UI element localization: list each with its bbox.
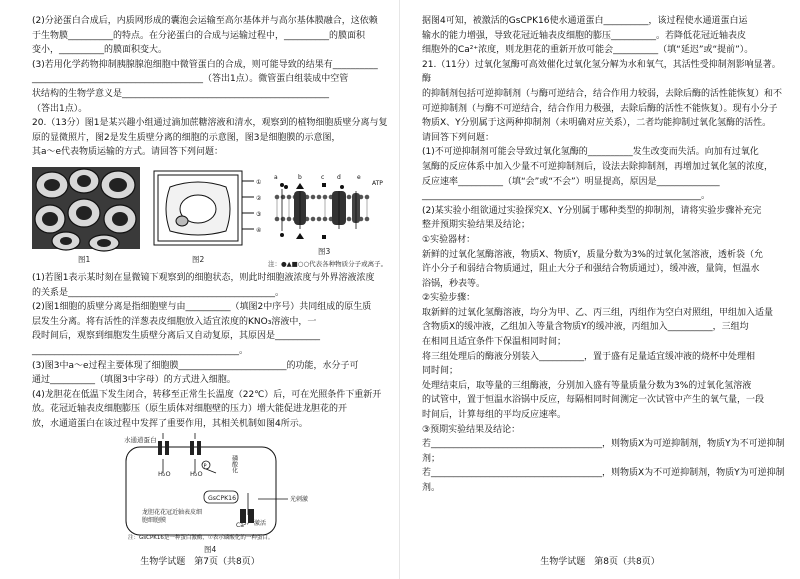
fig4-note: 注：GsCPK16是一种蛋白激酶，☉表示磷酸化的一种蛋白。 (128, 535, 274, 542)
text-line: (3)图3中a～e过程主要体现了细胞膜________________________的功能，水分子可 (32, 360, 359, 371)
figure-3-membrane (274, 174, 383, 239)
text-line: (2)分泌蛋白合成后，内质网形成的囊泡会运输至高尔基体并与高尔基体膜融合，这依赖 (32, 16, 378, 26)
fig4-h2o-2: H₂O (190, 470, 203, 479)
text-line: （答出1点）。 (32, 103, 88, 114)
text-line: 若______________________________________，则物质X为可逆抑制剂，物质Y为不可逆抑制剂； (422, 439, 785, 464)
fig4-ca: Ca²⁺ (236, 522, 250, 530)
fig4-activate: 激活 (254, 520, 267, 528)
text-line: 氢酶的反应体系中加入少量不可逆抑制剂后，设法去除抑制剂，再增加过氧化氢的浓度， (422, 161, 774, 172)
page-8-content (422, 14, 786, 496)
fig4-caption: 图4 (204, 545, 217, 555)
text-line: 物质X、Y分别属于这两种抑制剂（未明确对应关系），二者均能抑制过氧化氢酶的活性。 (422, 118, 772, 129)
text-line: 取新鲜的过氧化氢酶溶液，均分为甲、乙、丙三组，丙组作为空白对照组，甲组加入适量 (422, 307, 774, 318)
page-8-footer: 生物学试题 第8页（共8页） (540, 557, 660, 567)
text-line: 可逆抑制剂（与酶不可逆结合，结合作用力极强，去除后酶的活性不能恢复）。现有小分子 (422, 103, 778, 114)
figure-1-micrograph (32, 167, 140, 251)
text-line: (1)不可逆抑制剂可能会导致过氧化氢酶的__________发生改变而失活。向加有过氧化 (422, 147, 759, 158)
text-line: 其a～e代表物质运输的方式。请回答下列问题： (32, 147, 224, 158)
svg-text:P: P (203, 463, 207, 470)
text-line: 含物质X的缓冲液，乙组加入等量含物质Y的缓冲液，丙组加入__________，三组均 (422, 322, 749, 333)
fig4-h2o-1: H₂O (158, 470, 171, 479)
text-line: 的试管中，置于恒温水浴锅中反应，每隔相同时间测定一次试管中产生的氧气量，一段 (422, 395, 765, 406)
text-line: (2)某实验小组欲通过实验探究X、Y分别属于哪种类型的抑制剂，请将实验步骤补充完 (422, 205, 762, 216)
question-21-heading: 21.（11分）过氧化氢酶可高效催化过氧化氢分解为水和氧气，其活性受抑制剂影响显著。酶 (422, 59, 781, 85)
svg-text:d: d (337, 173, 341, 181)
fig4-light: 光刺激 (290, 496, 309, 504)
text-line: ______________________________________________________________。 (422, 191, 711, 202)
text-line: 时间后，计算每组的平均反应速率。 (422, 410, 567, 421)
text-line: 新鲜的过氧化氢酶溶液，物质X、物质Y，质量分数为3%的过氧化氢溶液，透析袋（允 (422, 249, 763, 260)
svg-text:②: ② (256, 194, 262, 202)
text-line: ②实验步骤： (422, 293, 476, 304)
text-line: (3)若用化学药物抑制胰腺腺泡细胞中微管蛋白的合成，则可能导致的结果有__________ (32, 59, 378, 70)
fig4-cell-label: 龙胆花花冠近轴表皮细胞细胞膜 (142, 509, 203, 525)
figure-2-label: 图2 (192, 254, 205, 264)
figure-4 (32, 433, 392, 553)
text-line: 变小，__________的膜面积变大。 (32, 45, 168, 56)
text-line: 细胞外的Ca²⁺浓度，则龙胆花的重新开放可能会__________（填“延迟”或“提前”）。 (422, 45, 754, 56)
svg-text:e: e (357, 173, 361, 181)
svg-text:ATP: ATP (372, 179, 383, 187)
fig4-title: 水通道蛋白 (124, 436, 157, 445)
svg-text:b: b (298, 173, 302, 181)
figure-3-label: 图3 (318, 246, 331, 256)
text-line: 放。花冠近轴表皮细胞膨压（原生质体对细胞壁的压力）增大能促进龙胆花的开 (32, 404, 348, 415)
text-line: ______________________________________________。 (32, 345, 249, 356)
text-line: 在相同且适宜条件下保温相同时间； (422, 337, 567, 348)
fig4-phosphorylation: 磷酸化 (230, 455, 238, 474)
text-line: 通过__________（填图3中字母）的方式进入细胞。 (32, 375, 236, 386)
figure-1-label: 图1 (78, 254, 91, 264)
text-line: 请回答下列问题： (422, 132, 495, 143)
text-line: 放，水通道蛋白在该过程中发挥了重要作用，其相关机制如图4所示。 (32, 418, 308, 429)
question-20-heading: 20.（13分）图1是某兴趣小组通过滴加蔗糖溶液和清水，观察到的植物细胞质壁分离与复 (32, 118, 388, 129)
text-line: 据图4可知，被激活的GsCPK16使水通道蛋白__________，该过程使水通道蛋白运 (422, 16, 748, 26)
text-line: 反应速率__________（填“会”或“不会”）明显提高，原因是______________ (422, 176, 720, 187)
figure-3-note: 注：●▲■○○代表各种物质分子或离子。 (268, 259, 388, 268)
text-line: (1)若图1表示某时刻在显微镜下观察到的细胞状态，则此时细胞液浓度与外界溶液浓度 (32, 272, 375, 283)
fig4-kinase: GsCPK16 (208, 495, 237, 503)
page-7-content (32, 14, 392, 553)
text-line: 输水的能力增强，导致花冠近轴表皮细胞的膨压__________。若降低花冠近轴表皮 (422, 30, 747, 41)
text-line: 将三组处理后的酶液分别装入__________，置于盛有足量适宜缓冲液的烧杯中处理相 (422, 351, 756, 362)
figure-2-cell-diagram (154, 171, 262, 245)
figures-1-3 (32, 163, 392, 269)
text-line: 段时间后，观察到细胞发生质壁分离后又自动复原，其原因是__________ (32, 331, 321, 342)
svg-text:④: ④ (256, 226, 262, 234)
text-line: 的抑制剂包括可逆抑制剂（与酶可逆结合，结合作用力较弱，去除后酶的活性能恢复）和不 (422, 88, 783, 99)
text-line: 原的显微照片，图2是发生质壁分离的细胞的示意图，图3是细胞膜的示意图， (32, 132, 341, 143)
text-line: 若______________________________________，则物质X为不可逆抑制剂，物质Y为可逆抑制剂。 (422, 468, 785, 493)
text-line: 层发生分离。将有活性的洋葱表皮细胞放入适宜浓度的KNO₃溶液中，一 (32, 316, 317, 327)
text-line: 于生物膜__________的特点。在分泌蛋白的合成与运输过程中，__________的膜面积 (32, 30, 366, 41)
text-line: 整并预期实验结果及结论； (422, 220, 531, 231)
text-line: 许小分子和弱结合物质通过，阻止大分子和强结合物质通过），缓冲液，量筒，恒温水 (422, 264, 760, 275)
page-8 (400, 0, 800, 579)
text-line: 的关系是______________________________________________。 (32, 287, 285, 298)
svg-text:①: ① (256, 178, 262, 186)
page-7-footer: 生物学试题 第7页（共8页） (140, 557, 260, 567)
text-line: ______________________________________（答出1点）。微管蛋白组装成中空管 (32, 74, 349, 85)
text-line: ③预期实验结果及结论： (422, 424, 521, 435)
text-line: ①实验器材： (422, 234, 476, 245)
text-line: 状结构的生物学意义是______________________________________________ (32, 88, 330, 99)
svg-text:c: c (321, 173, 325, 181)
text-line: (4)龙胆花在低温下发生闭合，转移至正常生长温度（22℃）后，可在光照条件下重新开 (32, 389, 382, 400)
text-line: (2)图1细胞的质壁分离是指细胞壁与由__________（填图2中序号）共同组成的原生质 (32, 302, 372, 313)
text-line: 处理结束后，取等量的三组酶液，分别加入盛有等量质量分数为3%的过氧化氢溶液 (422, 380, 752, 391)
text-line: 浴锅，秒表等。 (422, 278, 486, 289)
text-line: 同时间； (422, 366, 459, 377)
svg-text:a: a (274, 173, 278, 181)
svg-text:③: ③ (256, 210, 262, 218)
